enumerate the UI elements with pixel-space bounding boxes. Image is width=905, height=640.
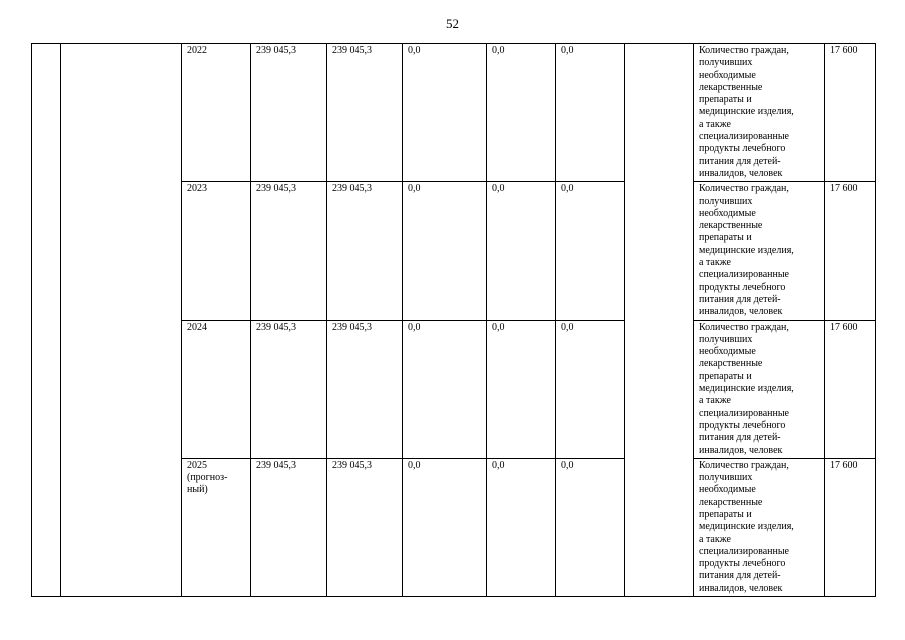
executor-cell <box>625 44 694 597</box>
year-cell: 2025 (прогноз- ный) <box>182 458 251 596</box>
value-cell: 0,0 <box>487 44 556 182</box>
total-cell: 239 045,3 <box>251 320 327 458</box>
value-cell: 0,0 <box>403 458 487 596</box>
value-cell: 0,0 <box>403 320 487 458</box>
name-cell <box>61 44 182 597</box>
indicator-cell: Количество граждан, получивших необходимые лекарственные препараты и медицинские изделия, а также специализированные продукты лечебного питания для детей- инвалидов, человек <box>694 320 825 458</box>
indicator-value-cell: 17 600 <box>825 458 876 596</box>
indicator-cell: Количество граждан, получивших необходимые лекарственные препараты и медицинские изделия, а также специализированные продукты лечебного питания для детей- инвалидов, человек <box>694 44 825 182</box>
value-cell: 0,0 <box>403 182 487 320</box>
total-cell: 239 045,3 <box>251 458 327 596</box>
program-table <box>31 43 876 597</box>
indicator-value-cell: 17 600 <box>825 320 876 458</box>
number-cell <box>32 44 61 597</box>
budget-cell: 239 045,3 <box>327 182 403 320</box>
total-cell: 239 045,3 <box>251 182 327 320</box>
value-cell: 0,0 <box>556 458 625 596</box>
budget-cell: 239 045,3 <box>327 320 403 458</box>
value-cell: 0,0 <box>487 182 556 320</box>
value-cell: 0,0 <box>403 44 487 182</box>
value-cell: 0,0 <box>556 182 625 320</box>
indicator-value-cell: 17 600 <box>825 44 876 182</box>
value-cell: 0,0 <box>556 44 625 182</box>
indicator-cell: Количество граждан, получивших необходимые лекарственные препараты и медицинские изделия, а также специализированные продукты лечебного питания для детей- инвалидов, человек <box>694 182 825 320</box>
indicator-cell: Количество граждан, получивших необходимые лекарственные препараты и медицинские изделия, а также специализированные продукты лечебного питания для детей- инвалидов, человек <box>694 458 825 596</box>
year-cell: 2023 <box>182 182 251 320</box>
budget-cell: 239 045,3 <box>327 44 403 182</box>
total-cell: 239 045,3 <box>251 44 327 182</box>
value-cell: 0,0 <box>556 320 625 458</box>
year-cell: 2022 <box>182 44 251 182</box>
value-cell: 0,0 <box>487 320 556 458</box>
budget-cell: 239 045,3 <box>327 458 403 596</box>
year-cell: 2024 <box>182 320 251 458</box>
table-row <box>32 44 876 182</box>
page-number: 52 <box>446 16 459 31</box>
value-cell: 0,0 <box>487 458 556 596</box>
indicator-value-cell: 17 600 <box>825 182 876 320</box>
